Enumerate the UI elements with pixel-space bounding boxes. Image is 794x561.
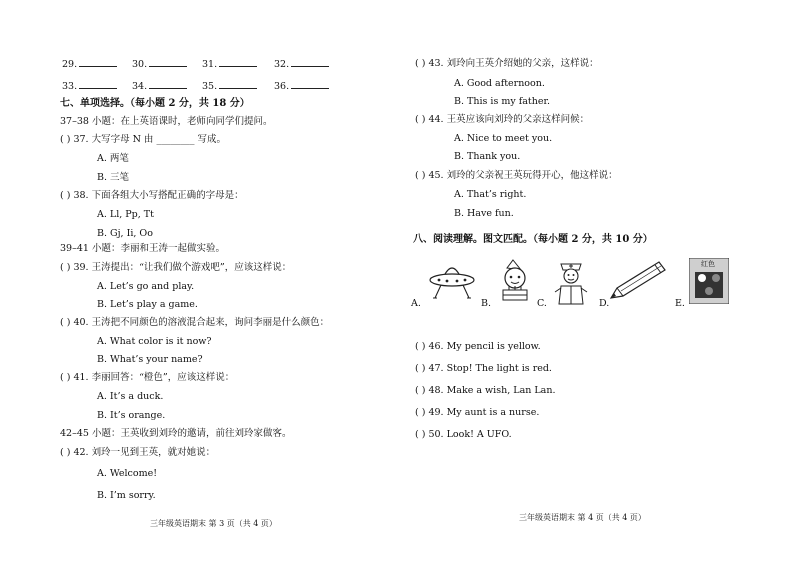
blank-29[interactable]: 29.	[62, 57, 117, 71]
picture-row	[409, 258, 789, 310]
blank-36[interactable]: 36.	[274, 79, 329, 93]
pencil-icon	[607, 258, 669, 304]
option-41-a[interactable]: A. It’s a duck.	[97, 391, 164, 402]
question-43[interactable]: ( ) 43. 刘玲向王英介绍她的父亲，这样说：	[415, 58, 599, 69]
option-38-a[interactable]: A. Ll, Pp, Tt	[97, 209, 154, 220]
option-43-a[interactable]: A. Good afternoon.	[454, 78, 545, 89]
context-37-38: 37–38 小题：在上英语课时，老师向同学们提问。	[60, 116, 273, 127]
option-41-b[interactable]: B. It’s orange.	[97, 410, 166, 421]
context-39-41: 39–41 小题：李丽和王涛一起做实验。	[60, 243, 225, 254]
option-37-a[interactable]: A. 两笔	[97, 153, 129, 164]
section-8-heading: 八、阅读理解。图文匹配。（每小题 2 分，共 10 分）	[413, 234, 653, 245]
question-39[interactable]: ( ) 39. 王涛提出：“让我们做个游戏吧”，应该这样说：	[60, 262, 292, 273]
answer-line[interactable]	[149, 79, 187, 89]
traffic-light-icon	[689, 258, 729, 304]
match-item-46[interactable]: ( ) 46. My pencil is yellow.	[415, 341, 541, 352]
option-39-b[interactable]: B. Let’s play a game.	[97, 299, 198, 310]
page-footer: 三年级英语期末 第 3 页（共 4 页）	[150, 519, 277, 528]
answer-line[interactable]	[219, 57, 257, 67]
picture-label-b: B.	[481, 298, 492, 309]
blank-35[interactable]: 35.	[202, 79, 257, 93]
picture-label-c: C.	[537, 298, 547, 309]
option-37-b[interactable]: B. 三笔	[97, 172, 130, 183]
answer-line[interactable]	[291, 57, 329, 67]
option-44-b[interactable]: B. Thank you.	[454, 151, 521, 162]
nurse-icon	[551, 258, 591, 308]
option-45-a[interactable]: A. That’s right.	[454, 189, 527, 200]
answer-line[interactable]	[149, 57, 187, 67]
answer-line[interactable]	[291, 79, 329, 89]
blank-34[interactable]: 34.	[132, 79, 187, 93]
blank-33[interactable]: 33.	[62, 79, 117, 93]
option-45-b[interactable]: B. Have fun.	[454, 208, 514, 219]
picture-label-e: E.	[675, 298, 685, 309]
option-44-a[interactable]: A. Nice to meet you.	[454, 133, 553, 144]
option-40-a[interactable]: A. What color is it now?	[97, 336, 212, 347]
option-42-a[interactable]: A. Welcome!	[97, 468, 158, 479]
ufo-icon	[427, 258, 477, 306]
page-4	[397, 0, 794, 561]
option-42-b[interactable]: B. I’m sorry.	[97, 490, 156, 501]
option-38-b[interactable]: B. Gj, Ii, Oo	[97, 228, 153, 239]
answer-line[interactable]	[79, 57, 117, 67]
match-item-47[interactable]: ( ) 47. Stop! The light is red.	[415, 363, 552, 374]
question-42[interactable]: ( ) 42. 刘玲一见到王英，就对她说：	[60, 447, 216, 458]
question-37[interactable]: ( ) 37. 大写字母 N 由 ________ 写成。	[60, 134, 226, 145]
context-42-45: 42–45 小题：王英收到刘玲的邀请，前往刘玲家做客。	[60, 428, 292, 439]
traffic-light-tag: 红色	[701, 260, 715, 268]
question-45[interactable]: ( ) 45. 刘玲的父亲祝王英玩得开心，他这样说：	[415, 170, 618, 181]
answer-line[interactable]	[79, 79, 117, 89]
page-footer: 三年级英语期末 第 4 页（共 4 页）	[519, 513, 646, 522]
question-38[interactable]: ( ) 38. 下面各组大小写搭配正确的字母是：	[60, 190, 244, 201]
question-40[interactable]: ( ) 40. 王涛把不同颜色的溶液混合起来，询问李丽是什么颜色：	[60, 317, 330, 328]
blank-31[interactable]: 31.	[202, 57, 257, 71]
option-43-b[interactable]: B. This is my father.	[454, 96, 550, 107]
question-44[interactable]: ( ) 44. 王英应该向刘玲的父亲这样问候：	[415, 114, 590, 125]
picture-label-d: D.	[599, 298, 610, 309]
option-40-b[interactable]: B. What’s your name?	[97, 354, 203, 365]
question-41[interactable]: ( ) 41. 李丽回答：“橙色”，应该这样说：	[60, 372, 235, 383]
match-item-49[interactable]: ( ) 49. My aunt is a nurse.	[415, 407, 540, 418]
birthday-girl-icon	[495, 258, 541, 306]
blank-32[interactable]: 32.	[274, 57, 329, 71]
option-39-a[interactable]: A. Let’s go and play.	[97, 281, 195, 292]
answer-line[interactable]	[219, 79, 257, 89]
picture-label-a: A.	[411, 298, 421, 309]
section-7-heading: 七、单项选择。（每小题 2 分，共 18 分）	[60, 98, 250, 109]
match-item-48[interactable]: ( ) 48. Make a wish, Lan Lan.	[415, 385, 556, 396]
blank-30[interactable]: 30.	[132, 57, 187, 71]
match-item-50[interactable]: ( ) 50. Look! A UFO.	[415, 429, 512, 440]
